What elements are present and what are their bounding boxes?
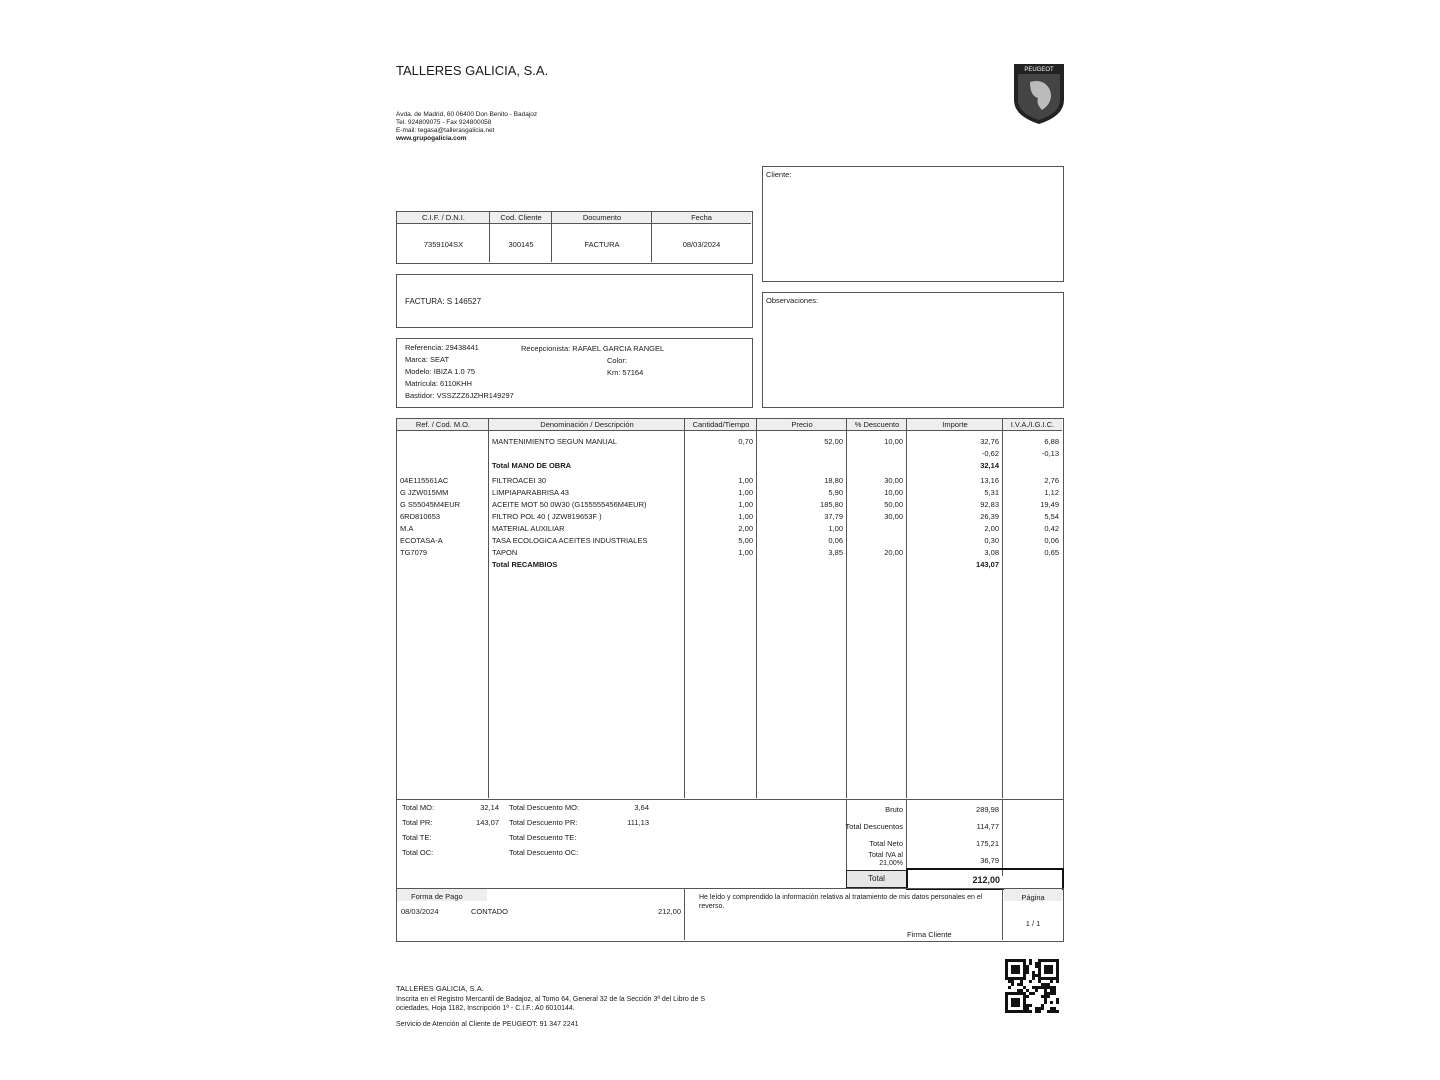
pagina-value: 1 / 1 — [1025, 919, 1041, 928]
firma-label: Firma Cliente — [907, 930, 952, 939]
row-quantity: 1,00 — [738, 548, 753, 557]
row-description: TASA ECOLOGICA ACEITES INDUSTRIALES — [492, 536, 648, 545]
row-amount: 13,16 — [980, 476, 999, 485]
total-pr-label: Total PR: — [402, 818, 433, 827]
vehicle-box — [396, 338, 753, 408]
payment-label: Forma de Pago — [411, 892, 463, 901]
row-ref: TG7079 — [400, 548, 428, 557]
header-cod-cliente: Cod. Cliente — [490, 212, 552, 224]
vehicle-bastidor: Bastidor: VSSZZZ6JZHR149297 — [405, 391, 514, 400]
cliente-label: Cliente: — [766, 170, 792, 179]
header-documento: Documento — [552, 212, 652, 224]
row-price: 0,06 — [828, 536, 843, 545]
total-desc-mo-value: 3,64 — [634, 803, 649, 812]
row-amount: 143,07 — [976, 560, 999, 569]
table-row — [397, 511, 1062, 523]
total-neto-value: 175,21 — [976, 839, 999, 848]
total-neto-label: Total Neto — [869, 839, 903, 848]
row-description: LIMPIAPARABRISA 43 — [492, 488, 569, 497]
company-address-3: E-mail: tegasa@tallerasgalicia.net — [396, 127, 495, 134]
footer-registry-1: Inscrita en el Registro Mercantil de Badajoz, al Tomo 64, General 32 de la Sección 3ª del Libro de S — [396, 996, 706, 1003]
total-pr-value: 143,07 — [476, 818, 499, 827]
row-iva: 2,76 — [1044, 476, 1059, 485]
items-rows — [397, 436, 1062, 796]
qr-code — [1005, 959, 1059, 1013]
row-iva: 0,65 — [1044, 548, 1059, 557]
row-amount: -0,62 — [981, 449, 999, 458]
row-ref: 04E115561AC — [400, 476, 449, 485]
factura-box — [396, 274, 753, 328]
document-header-table — [396, 211, 753, 264]
row-description: ACEITE MOT 50 0W30 (G155555456M4EUR) — [492, 500, 647, 509]
peugeot-logo — [1010, 60, 1068, 126]
row-price: 3,85 — [828, 548, 843, 557]
payment-date: 08/03/2024 — [401, 907, 439, 916]
total-desc-te-label: Total Descuento TE: — [509, 833, 577, 842]
total-mo-value: 32,14 — [480, 803, 499, 812]
row-discount: 10,00 — [884, 437, 903, 446]
col-importe: Importe — [907, 419, 1003, 431]
total-value-cell — [906, 868, 1064, 890]
value-documento: FACTURA — [584, 240, 620, 249]
row-amount: 5,31 — [984, 488, 999, 497]
row-price: 18,80 — [824, 476, 843, 485]
vehicle-recepcionista: Recepcionista: RAFAEL GARCIA RANGEL — [521, 344, 665, 353]
vehicle-km: Km: 57164 — [607, 368, 644, 377]
total-te-label: Total TE: — [402, 833, 432, 842]
total-label: Total — [868, 874, 885, 883]
row-quantity: 0,70 — [738, 437, 753, 446]
row-iva: 5,54 — [1044, 512, 1059, 521]
company-address-2: Tel. 924809075 - Fax 924800058 — [396, 119, 492, 126]
row-discount: 20,00 — [884, 548, 903, 557]
row-description: Total MANO DE OBRA — [492, 461, 572, 470]
payment-amount: 212,00 — [658, 907, 681, 916]
company-website: www.grupogalicia.com — [396, 135, 467, 142]
table-row — [397, 436, 1062, 448]
vehicle-color: Color: — [607, 356, 628, 365]
total-descuentos-label: Total Descuentos — [845, 822, 903, 831]
table-row — [397, 547, 1062, 559]
bruto-label: Bruto — [885, 805, 903, 814]
row-ref: 6RD810653 — [400, 512, 441, 521]
table-row — [397, 460, 1062, 472]
col-cantidad: Cantidad/Tiempo — [685, 419, 757, 431]
table-row — [397, 499, 1062, 511]
items-table — [396, 418, 1064, 800]
observaciones-box — [762, 292, 1064, 408]
table-row — [397, 523, 1062, 535]
value-cif: 7359104SX — [423, 240, 464, 249]
row-quantity: 1,00 — [738, 476, 753, 485]
total-desc-pr-label: Total Descuento PR: — [509, 818, 578, 827]
row-iva: 19,49 — [1040, 500, 1059, 509]
factura-number: FACTURA: S 146527 — [405, 297, 482, 306]
row-quantity: 1,00 — [738, 512, 753, 521]
total-label-cell — [846, 870, 908, 888]
row-iva: 1,12 — [1044, 488, 1059, 497]
row-amount: 3,08 — [984, 548, 999, 557]
total-mo-label: Total MO: — [402, 803, 435, 812]
company-name: TALLERES GALICIA, S.A. — [396, 63, 549, 78]
row-description: TAPON — [492, 548, 518, 557]
header-cif: C.I.F. / D.N.I. — [397, 212, 490, 224]
footer-company-name: TALLERES GALICIA, S.A. — [396, 984, 484, 993]
row-amount: 0,30 — [984, 536, 999, 545]
row-quantity: 1,00 — [738, 488, 753, 497]
vehicle-marca: Marca: SEAT — [405, 355, 450, 364]
row-quantity: 2,00 — [738, 524, 753, 533]
footer-registry-2: ociedades, Hoja 1182, Inscripción 1ª - C.I.F.: A0 6010144. — [396, 1005, 575, 1012]
company-address-1: Avda. de Madrid, 60 06400 Don Benito - Badajoz — [396, 111, 538, 118]
table-row — [397, 559, 1062, 571]
row-iva: -0,13 — [1041, 449, 1059, 458]
row-quantity: 5,00 — [738, 536, 753, 545]
bruto-value: 289,98 — [976, 805, 999, 814]
total-desc-pr-value: 111,13 — [627, 818, 649, 827]
row-ref: G JZW015MM — [400, 488, 449, 497]
vehicle-modelo: Modelo: IBIZA 1.0 75 — [405, 367, 476, 376]
table-row — [397, 475, 1062, 487]
col-descripcion: Denominación / Descripción — [489, 419, 685, 431]
peugeot-logo-text: PEUGEOT — [1024, 67, 1054, 73]
row-quantity: 1,00 — [738, 500, 753, 509]
value-fecha: 08/03/2024 — [682, 240, 721, 249]
table-row — [397, 487, 1062, 499]
row-ref: M.A — [400, 524, 414, 533]
row-description: MANTENIMIENTO SEGUN MANUAL — [492, 437, 617, 446]
row-price: 185,80 — [820, 500, 843, 509]
row-iva: 0,42 — [1044, 524, 1059, 533]
row-price: 1,00 — [828, 524, 843, 533]
row-discount: 30,00 — [884, 512, 903, 521]
row-price: 52,00 — [824, 437, 843, 446]
vehicle-matricula: Matrícula: 6110KHH — [405, 379, 472, 388]
row-discount: 10,00 — [884, 488, 903, 497]
row-discount: 30,00 — [884, 476, 903, 485]
col-iva: I.V.A./I.G.I.C. — [1003, 419, 1062, 431]
col-precio: Precio — [757, 419, 847, 431]
table-row — [397, 448, 1062, 460]
observaciones-label: Observaciones: — [766, 296, 819, 305]
row-description: Total RECAMBIOS — [492, 560, 558, 569]
payment-method: CONTADO — [471, 907, 508, 916]
row-iva: 6,88 — [1044, 437, 1059, 446]
row-price: 37,79 — [824, 512, 843, 521]
total-value: 212,00 — [972, 875, 1000, 885]
total-iva-label: Total IVA al 21,00% — [868, 852, 903, 867]
row-price: 5,90 — [828, 488, 843, 497]
row-iva: 0,06 — [1044, 536, 1059, 545]
row-ref: G S55045M4EUR — [400, 500, 461, 509]
row-amount: 92,83 — [980, 500, 999, 509]
privacy-text: He leído y comprendido la información relativa al tratamiento de mis datos personales en el reverso. — [699, 894, 983, 910]
table-row — [397, 535, 1062, 547]
row-description: MATERIAL AUXILIAR — [492, 524, 565, 533]
total-oc-label: Total OC: — [402, 848, 434, 857]
col-descuento: % Descuento — [847, 419, 907, 431]
footer-customer-service: Servicio de Atención al Cliente de PEUGEOT: 91 347 2241 — [396, 1021, 579, 1028]
total-desc-mo-label: Total Descuento MO: — [509, 803, 580, 812]
value-cod-cliente: 300145 — [508, 240, 534, 249]
cliente-box — [762, 166, 1064, 282]
row-amount: 2,00 — [984, 524, 999, 533]
total-iva-value: 36,79 — [980, 856, 999, 865]
pagina-label: Página — [1021, 893, 1045, 902]
vehicle-referencia: Referencia: 29438441 — [405, 343, 479, 352]
header-fecha: Fecha — [652, 212, 751, 224]
row-amount: 26,39 — [980, 512, 999, 521]
row-discount: 50,00 — [884, 500, 903, 509]
total-desc-oc-label: Total Descuento OC: — [509, 848, 579, 857]
payment-box — [396, 888, 1064, 942]
row-amount: 32,14 — [980, 461, 999, 470]
row-description: FILTRO POL 40 ( JZW819653F ) — [492, 512, 602, 521]
row-ref: ECOTASA-A — [400, 536, 443, 545]
total-descuentos-value: 114,77 — [976, 822, 999, 831]
row-description: FILTROACEI 30 — [492, 476, 547, 485]
col-ref: Ref. / Cod. M.O. — [397, 419, 489, 431]
row-amount: 32,76 — [980, 437, 999, 446]
